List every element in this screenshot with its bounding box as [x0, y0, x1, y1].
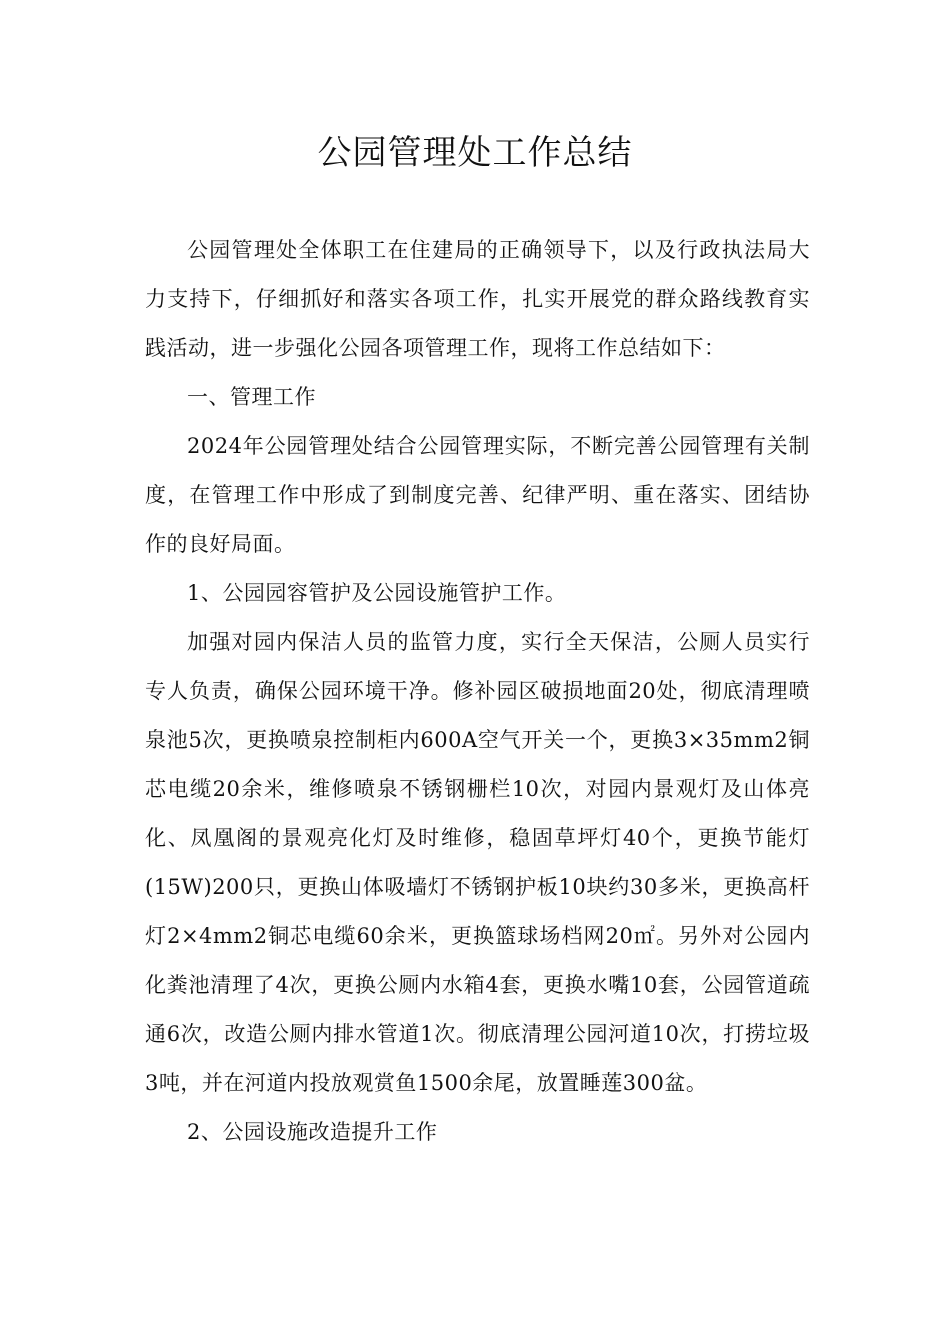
- document-body: [145, 226, 810, 1157]
- maintenance-paragraph: 加强对园内保洁人员的监管力度，实行全天保洁，公厕人员实行专人负责，确保公园环境干净。修补园区破损地面20处，彻底清理喷泉池5次，更换喷泉控制柜内600A空气开关一个，更换3×35mm2铜芯电缆20余米，维修喷泉不锈钢栅栏10次，对园内景观灯及山体亮化、凤凰阁的景观亮化灯及时维修，稳固草坪灯40个，更换节能灯(15W)200只，更换山体吸墙灯不锈钢护板10块约30多米，更换高杆灯2×4mm2铜芯电缆60余米，更换篮球场档网20㎡。另外对公园内化粪池清理了4次，更换公厕内水箱4套，更换水嘴10套，公园管道疏通6次，改造公厕内排水管道1次。彻底清理公园河道10次，打捞垃圾3吨，并在河道内投放观赏鱼1500余尾，放置睡莲300盆。: [145, 630, 810, 1095]
- management-paragraph: 2024年公园管理处结合公园管理实际，不断完善公园管理有关制度，在管理工作中形成了到制度完善、纪律严明、重在落实、团结协作的良好局面。: [145, 434, 810, 556]
- section-heading-management: 一、管理工作: [187, 385, 316, 409]
- document-title: 公园管理处工作总结: [317, 133, 633, 173]
- intro-paragraph: 公园管理处全体职工在住建局的正确领导下，以及行政执法局大力支持下，仔细抓好和落实各项工作，扎实开展党的群众路线教育实践活动，进一步强化公园各项管理工作，现将工作总结如下：: [145, 238, 810, 360]
- subsection-heading-renovation: 2、公园设施改造提升工作: [187, 1120, 438, 1144]
- subsection-heading-maintenance: 1、公园园容管护及公园设施管护工作。: [187, 581, 567, 605]
